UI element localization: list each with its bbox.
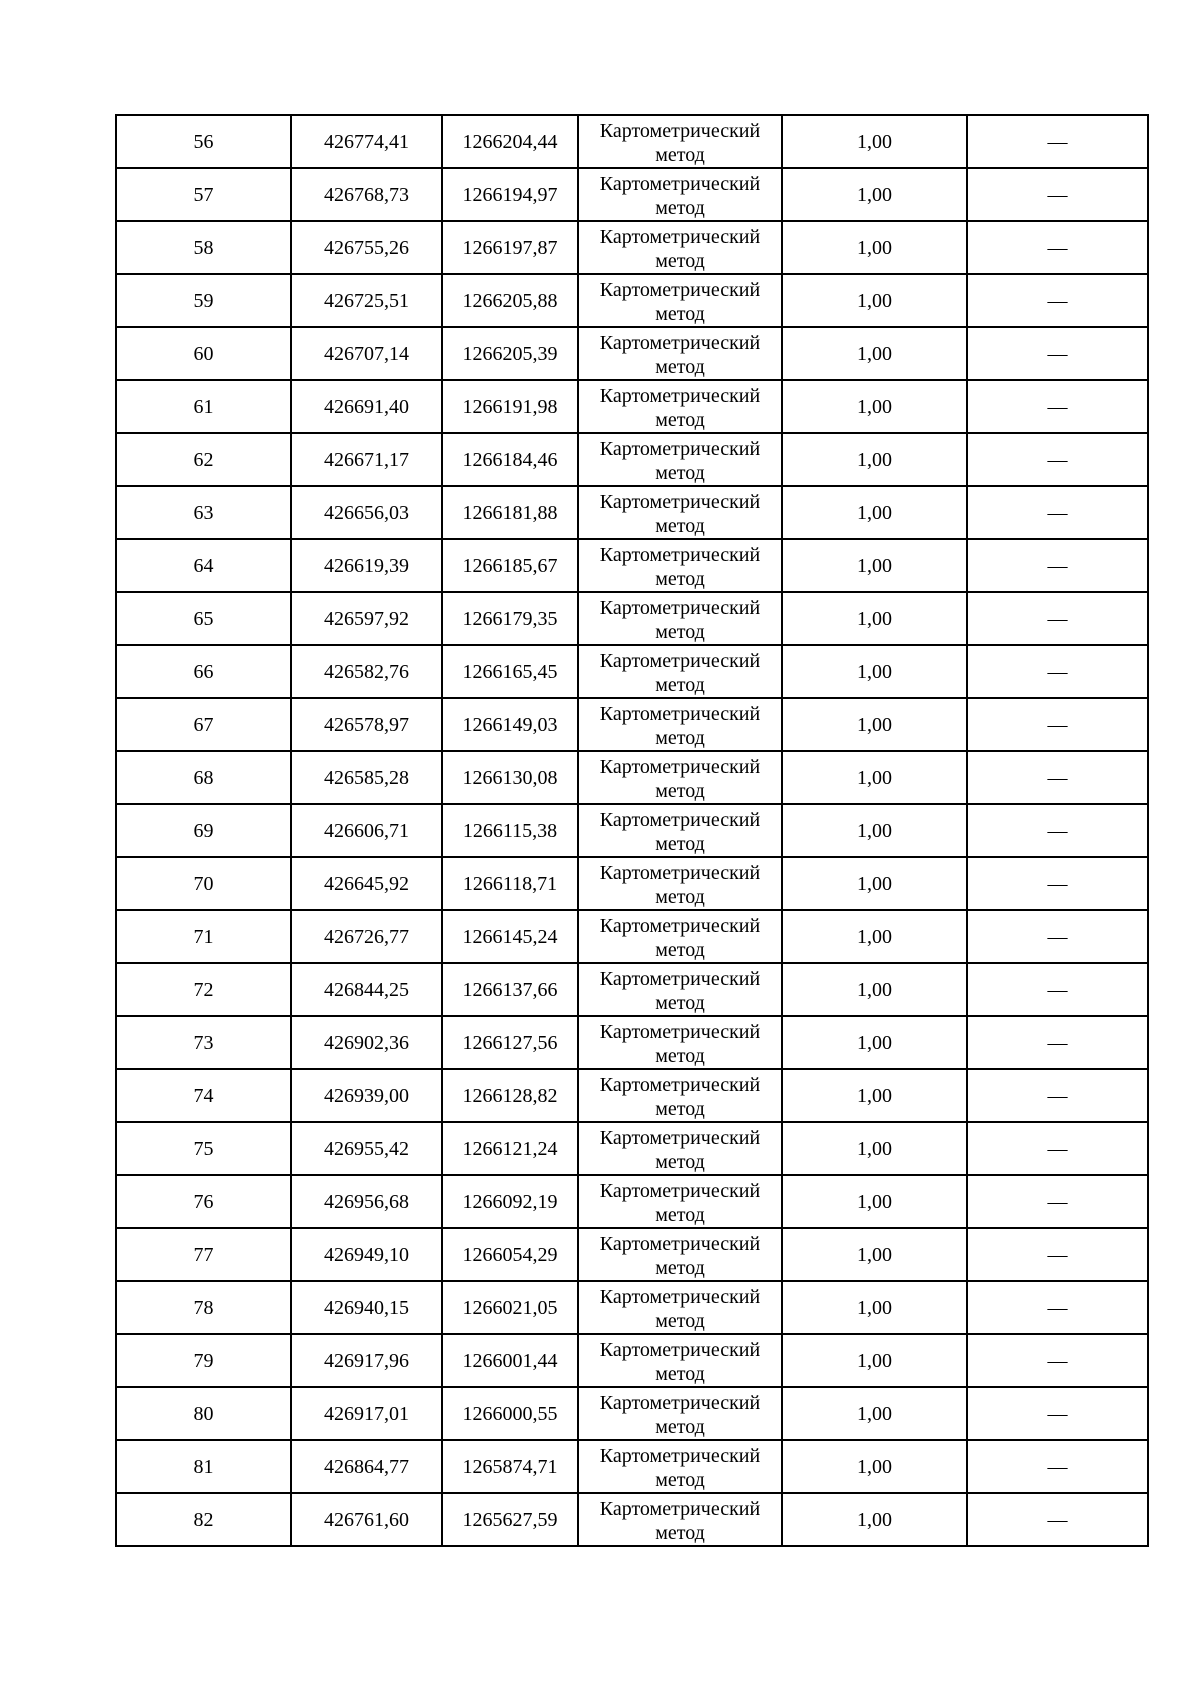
- description-cell: [967, 1228, 1148, 1281]
- description-dash: —: [1047, 183, 1068, 206]
- x-coordinate-cell: 426939,00: [291, 1069, 442, 1122]
- y-coordinate-cell: 1266204,44: [442, 115, 578, 168]
- method-line-1: Картометрический: [599, 914, 761, 937]
- description-cell: [967, 645, 1148, 698]
- method-line-2: метод: [655, 249, 705, 272]
- description-dash: —: [1047, 1349, 1068, 1372]
- accuracy-cell: 1,00: [782, 1387, 967, 1440]
- y-coordinate-cell: 1266191,98: [442, 380, 578, 433]
- method-line-1: Картометрический: [599, 543, 761, 566]
- y-coordinate-cell: 1266137,66: [442, 963, 578, 1016]
- description-cell: [967, 698, 1148, 751]
- accuracy-cell: 1,00: [782, 910, 967, 963]
- method-cell: [578, 910, 782, 963]
- method-line-2: метод: [655, 143, 705, 166]
- accuracy-cell: 1,00: [782, 751, 967, 804]
- description-dash: —: [1047, 925, 1068, 948]
- point-number-cell: 81: [116, 1440, 291, 1493]
- method-line-2: метод: [655, 1468, 705, 1491]
- method-cell: [578, 1016, 782, 1069]
- description-dash: —: [1047, 713, 1068, 736]
- y-coordinate-cell: 1266181,88: [442, 486, 578, 539]
- method-line-2: метод: [655, 832, 705, 855]
- y-coordinate-cell: 1266205,39: [442, 327, 578, 380]
- point-number-cell: 64: [116, 539, 291, 592]
- y-coordinate-cell: 1266021,05: [442, 1281, 578, 1334]
- method-cell: [578, 645, 782, 698]
- accuracy-cell: 1,00: [782, 539, 967, 592]
- point-number-cell: 70: [116, 857, 291, 910]
- description-cell: [967, 1069, 1148, 1122]
- y-coordinate-cell: 1266054,29: [442, 1228, 578, 1281]
- method-cell: [578, 1440, 782, 1493]
- method-cell: [578, 1175, 782, 1228]
- description-dash: —: [1047, 501, 1068, 524]
- method-line-1: Картометрический: [599, 225, 761, 248]
- accuracy-cell: 1,00: [782, 963, 967, 1016]
- point-number-cell: 77: [116, 1228, 291, 1281]
- x-coordinate-cell: 426956,68: [291, 1175, 442, 1228]
- accuracy-cell: 1,00: [782, 1122, 967, 1175]
- y-coordinate-cell: 1266145,24: [442, 910, 578, 963]
- accuracy-cell: 1,00: [782, 168, 967, 221]
- description-cell: [967, 486, 1148, 539]
- method-line-1: Картометрический: [599, 1285, 761, 1308]
- description-cell: [967, 592, 1148, 645]
- y-coordinate-cell: 1266130,08: [442, 751, 578, 804]
- method-line-1: Картометрический: [599, 437, 761, 460]
- description-cell: [967, 1493, 1148, 1546]
- description-dash: —: [1047, 1508, 1068, 1531]
- description-dash: —: [1047, 448, 1068, 471]
- table-row: [116, 168, 1148, 221]
- method-cell: [578, 804, 782, 857]
- description-dash: —: [1047, 130, 1068, 153]
- method-cell: [578, 1069, 782, 1122]
- method-cell: [578, 433, 782, 486]
- method-line-2: метод: [655, 1150, 705, 1173]
- method-line-2: метод: [655, 991, 705, 1014]
- method-line-2: метод: [655, 1097, 705, 1120]
- point-number-cell: 71: [116, 910, 291, 963]
- description-dash: —: [1047, 1084, 1068, 1107]
- table-row: [116, 221, 1148, 274]
- description-cell: [967, 221, 1148, 274]
- method-line-1: Картометрический: [599, 596, 761, 619]
- table-row: [116, 963, 1148, 1016]
- description-dash: —: [1047, 236, 1068, 259]
- method-line-2: метод: [655, 408, 705, 431]
- description-dash: —: [1047, 395, 1068, 418]
- point-number-cell: 62: [116, 433, 291, 486]
- method-cell: [578, 327, 782, 380]
- description-cell: [967, 1122, 1148, 1175]
- method-cell: [578, 963, 782, 1016]
- accuracy-cell: 1,00: [782, 1440, 967, 1493]
- method-line-2: метод: [655, 726, 705, 749]
- description-cell: [967, 804, 1148, 857]
- method-line-1: Картометрический: [599, 755, 761, 778]
- method-line-1: Картометрический: [599, 649, 761, 672]
- table-row: [116, 1387, 1148, 1440]
- y-coordinate-cell: 1266179,35: [442, 592, 578, 645]
- method-line-2: метод: [655, 938, 705, 961]
- method-line-2: метод: [655, 779, 705, 802]
- y-coordinate-cell: 1266092,19: [442, 1175, 578, 1228]
- point-number-cell: 73: [116, 1016, 291, 1069]
- method-line-1: Картометрический: [599, 702, 761, 725]
- method-line-1: Картометрический: [599, 384, 761, 407]
- table-row: [116, 327, 1148, 380]
- x-coordinate-cell: 426955,42: [291, 1122, 442, 1175]
- y-coordinate-cell: 1266000,55: [442, 1387, 578, 1440]
- accuracy-cell: 1,00: [782, 1016, 967, 1069]
- method-line-1: Картометрический: [599, 172, 761, 195]
- accuracy-cell: 1,00: [782, 486, 967, 539]
- x-coordinate-cell: 426940,15: [291, 1281, 442, 1334]
- table-row: [116, 1493, 1148, 1546]
- accuracy-cell: 1,00: [782, 857, 967, 910]
- x-coordinate-cell: 426844,25: [291, 963, 442, 1016]
- method-line-1: Картометрический: [599, 967, 761, 990]
- method-line-2: метод: [655, 196, 705, 219]
- table-row: [116, 1016, 1148, 1069]
- description-dash: —: [1047, 660, 1068, 683]
- accuracy-cell: 1,00: [782, 1281, 967, 1334]
- method-line-2: метод: [655, 302, 705, 325]
- table-row: [116, 1440, 1148, 1493]
- accuracy-cell: 1,00: [782, 115, 967, 168]
- accuracy-cell: 1,00: [782, 698, 967, 751]
- method-line-1: Картометрический: [599, 1497, 761, 1520]
- point-number-cell: 57: [116, 168, 291, 221]
- method-line-2: метод: [655, 1362, 705, 1385]
- accuracy-cell: 1,00: [782, 274, 967, 327]
- accuracy-cell: 1,00: [782, 1069, 967, 1122]
- accuracy-cell: 1,00: [782, 645, 967, 698]
- point-number-cell: 78: [116, 1281, 291, 1334]
- accuracy-cell: 1,00: [782, 1228, 967, 1281]
- method-cell: [578, 1228, 782, 1281]
- x-coordinate-cell: 426768,73: [291, 168, 442, 221]
- point-number-cell: 59: [116, 274, 291, 327]
- description-dash: —: [1047, 1190, 1068, 1213]
- y-coordinate-cell: 1266205,88: [442, 274, 578, 327]
- description-dash: —: [1047, 1031, 1068, 1054]
- y-coordinate-cell: 1266185,67: [442, 539, 578, 592]
- method-cell: [578, 380, 782, 433]
- point-number-cell: 63: [116, 486, 291, 539]
- description-cell: [967, 1440, 1148, 1493]
- table-row: [116, 380, 1148, 433]
- method-line-2: метод: [655, 461, 705, 484]
- point-number-cell: 67: [116, 698, 291, 751]
- accuracy-cell: 1,00: [782, 1175, 967, 1228]
- accuracy-cell: 1,00: [782, 1493, 967, 1546]
- description-dash: —: [1047, 872, 1068, 895]
- x-coordinate-cell: 426725,51: [291, 274, 442, 327]
- method-line-1: Картометрический: [599, 278, 761, 301]
- method-cell: [578, 274, 782, 327]
- method-cell: [578, 221, 782, 274]
- method-line-1: Картометрический: [599, 1073, 761, 1096]
- x-coordinate-cell: 426774,41: [291, 115, 442, 168]
- y-coordinate-cell: 1266165,45: [442, 645, 578, 698]
- point-number-cell: 60: [116, 327, 291, 380]
- table-row: [116, 1334, 1148, 1387]
- y-coordinate-cell: 1266184,46: [442, 433, 578, 486]
- table-row: [116, 274, 1148, 327]
- method-line-2: метод: [655, 1203, 705, 1226]
- table-row: [116, 592, 1148, 645]
- y-coordinate-cell: 1266128,82: [442, 1069, 578, 1122]
- y-coordinate-cell: 1265627,59: [442, 1493, 578, 1546]
- method-line-1: Картометрический: [599, 1338, 761, 1361]
- description-cell: [967, 1016, 1148, 1069]
- accuracy-cell: 1,00: [782, 592, 967, 645]
- method-line-2: метод: [655, 1256, 705, 1279]
- method-cell: [578, 168, 782, 221]
- point-number-cell: 58: [116, 221, 291, 274]
- y-coordinate-cell: 1266115,38: [442, 804, 578, 857]
- method-line-1: Картометрический: [599, 1391, 761, 1414]
- table-row: [116, 1122, 1148, 1175]
- point-number-cell: 80: [116, 1387, 291, 1440]
- method-line-1: Картометрический: [599, 861, 761, 884]
- y-coordinate-cell: 1266194,97: [442, 168, 578, 221]
- method-line-2: метод: [655, 1415, 705, 1438]
- description-dash: —: [1047, 1137, 1068, 1160]
- table-row: [116, 698, 1148, 751]
- x-coordinate-cell: 426582,76: [291, 645, 442, 698]
- point-number-cell: 74: [116, 1069, 291, 1122]
- table-row: [116, 539, 1148, 592]
- x-coordinate-cell: 426917,96: [291, 1334, 442, 1387]
- description-cell: [967, 115, 1148, 168]
- description-cell: [967, 433, 1148, 486]
- method-cell: [578, 751, 782, 804]
- method-cell: [578, 698, 782, 751]
- description-dash: —: [1047, 978, 1068, 1001]
- description-cell: [967, 751, 1148, 804]
- point-number-cell: 79: [116, 1334, 291, 1387]
- y-coordinate-cell: 1266149,03: [442, 698, 578, 751]
- point-number-cell: 82: [116, 1493, 291, 1546]
- table-row: [116, 486, 1148, 539]
- y-coordinate-cell: 1266197,87: [442, 221, 578, 274]
- description-dash: —: [1047, 342, 1068, 365]
- accuracy-cell: 1,00: [782, 380, 967, 433]
- accuracy-cell: 1,00: [782, 327, 967, 380]
- method-cell: [578, 1387, 782, 1440]
- x-coordinate-cell: 426585,28: [291, 751, 442, 804]
- table-row: [116, 1175, 1148, 1228]
- x-coordinate-cell: 426656,03: [291, 486, 442, 539]
- method-cell: [578, 1122, 782, 1175]
- x-coordinate-cell: 426619,39: [291, 539, 442, 592]
- description-dash: —: [1047, 554, 1068, 577]
- table-row: [116, 804, 1148, 857]
- description-cell: [967, 327, 1148, 380]
- y-coordinate-cell: 1265874,71: [442, 1440, 578, 1493]
- accuracy-cell: 1,00: [782, 804, 967, 857]
- method-line-2: метод: [655, 885, 705, 908]
- method-line-2: метод: [655, 514, 705, 537]
- accuracy-cell: 1,00: [782, 433, 967, 486]
- table-row: [116, 1281, 1148, 1334]
- point-number-cell: 65: [116, 592, 291, 645]
- method-cell: [578, 592, 782, 645]
- table-row: [116, 857, 1148, 910]
- x-coordinate-cell: 426864,77: [291, 1440, 442, 1493]
- method-line-2: метод: [655, 1521, 705, 1544]
- point-number-cell: 75: [116, 1122, 291, 1175]
- description-dash: —: [1047, 1402, 1068, 1425]
- method-cell: [578, 486, 782, 539]
- point-number-cell: 61: [116, 380, 291, 433]
- description-cell: [967, 1175, 1148, 1228]
- x-coordinate-cell: 426707,14: [291, 327, 442, 380]
- coordinates-table-body: [116, 115, 1148, 1546]
- method-line-2: метод: [655, 1309, 705, 1332]
- method-cell: [578, 115, 782, 168]
- method-line-1: Картометрический: [599, 1020, 761, 1043]
- method-cell: [578, 1493, 782, 1546]
- y-coordinate-cell: 1266118,71: [442, 857, 578, 910]
- x-coordinate-cell: 426597,92: [291, 592, 442, 645]
- x-coordinate-cell: 426755,26: [291, 221, 442, 274]
- method-cell: [578, 1334, 782, 1387]
- description-cell: [967, 963, 1148, 1016]
- x-coordinate-cell: 426606,71: [291, 804, 442, 857]
- x-coordinate-cell: 426917,01: [291, 1387, 442, 1440]
- method-line-1: Картометрический: [599, 490, 761, 513]
- description-cell: [967, 539, 1148, 592]
- accuracy-cell: 1,00: [782, 1334, 967, 1387]
- method-line-1: Картометрический: [599, 808, 761, 831]
- method-line-1: Картометрический: [599, 1179, 761, 1202]
- description-cell: [967, 910, 1148, 963]
- method-cell: [578, 539, 782, 592]
- x-coordinate-cell: 426726,77: [291, 910, 442, 963]
- table-row: [116, 910, 1148, 963]
- description-dash: —: [1047, 1296, 1068, 1319]
- method-line-1: Картометрический: [599, 1126, 761, 1149]
- table-row: [116, 645, 1148, 698]
- y-coordinate-cell: 1266121,24: [442, 1122, 578, 1175]
- x-coordinate-cell: 426645,92: [291, 857, 442, 910]
- description-cell: [967, 1387, 1148, 1440]
- method-line-1: Картометрический: [599, 331, 761, 354]
- coordinates-table: [115, 114, 1149, 1547]
- description-cell: [967, 274, 1148, 327]
- description-dash: —: [1047, 607, 1068, 630]
- method-line-1: Картометрический: [599, 119, 761, 142]
- point-number-cell: 56: [116, 115, 291, 168]
- x-coordinate-cell: 426761,60: [291, 1493, 442, 1546]
- description-dash: —: [1047, 1455, 1068, 1478]
- x-coordinate-cell: 426949,10: [291, 1228, 442, 1281]
- description-cell: [967, 380, 1148, 433]
- point-number-cell: 69: [116, 804, 291, 857]
- description-cell: [967, 1334, 1148, 1387]
- description-dash: —: [1047, 819, 1068, 842]
- description-dash: —: [1047, 766, 1068, 789]
- table-row: [116, 1069, 1148, 1122]
- method-line-2: метод: [655, 1044, 705, 1067]
- x-coordinate-cell: 426578,97: [291, 698, 442, 751]
- point-number-cell: 68: [116, 751, 291, 804]
- accuracy-cell: 1,00: [782, 221, 967, 274]
- method-line-1: Картометрический: [599, 1444, 761, 1467]
- description-dash: —: [1047, 289, 1068, 312]
- table-row: [116, 433, 1148, 486]
- method-line-2: метод: [655, 620, 705, 643]
- table-row: [116, 751, 1148, 804]
- point-number-cell: 76: [116, 1175, 291, 1228]
- method-cell: [578, 1281, 782, 1334]
- x-coordinate-cell: 426671,17: [291, 433, 442, 486]
- x-coordinate-cell: 426691,40: [291, 380, 442, 433]
- point-number-cell: 72: [116, 963, 291, 1016]
- x-coordinate-cell: 426902,36: [291, 1016, 442, 1069]
- description-dash: —: [1047, 1243, 1068, 1266]
- method-line-2: метод: [655, 567, 705, 590]
- table-row: [116, 115, 1148, 168]
- y-coordinate-cell: 1266001,44: [442, 1334, 578, 1387]
- method-line-2: метод: [655, 673, 705, 696]
- point-number-cell: 66: [116, 645, 291, 698]
- method-line-2: метод: [655, 355, 705, 378]
- method-line-1: Картометрический: [599, 1232, 761, 1255]
- table-row: [116, 1228, 1148, 1281]
- y-coordinate-cell: 1266127,56: [442, 1016, 578, 1069]
- method-cell: [578, 857, 782, 910]
- description-cell: [967, 1281, 1148, 1334]
- description-cell: [967, 857, 1148, 910]
- description-cell: [967, 168, 1148, 221]
